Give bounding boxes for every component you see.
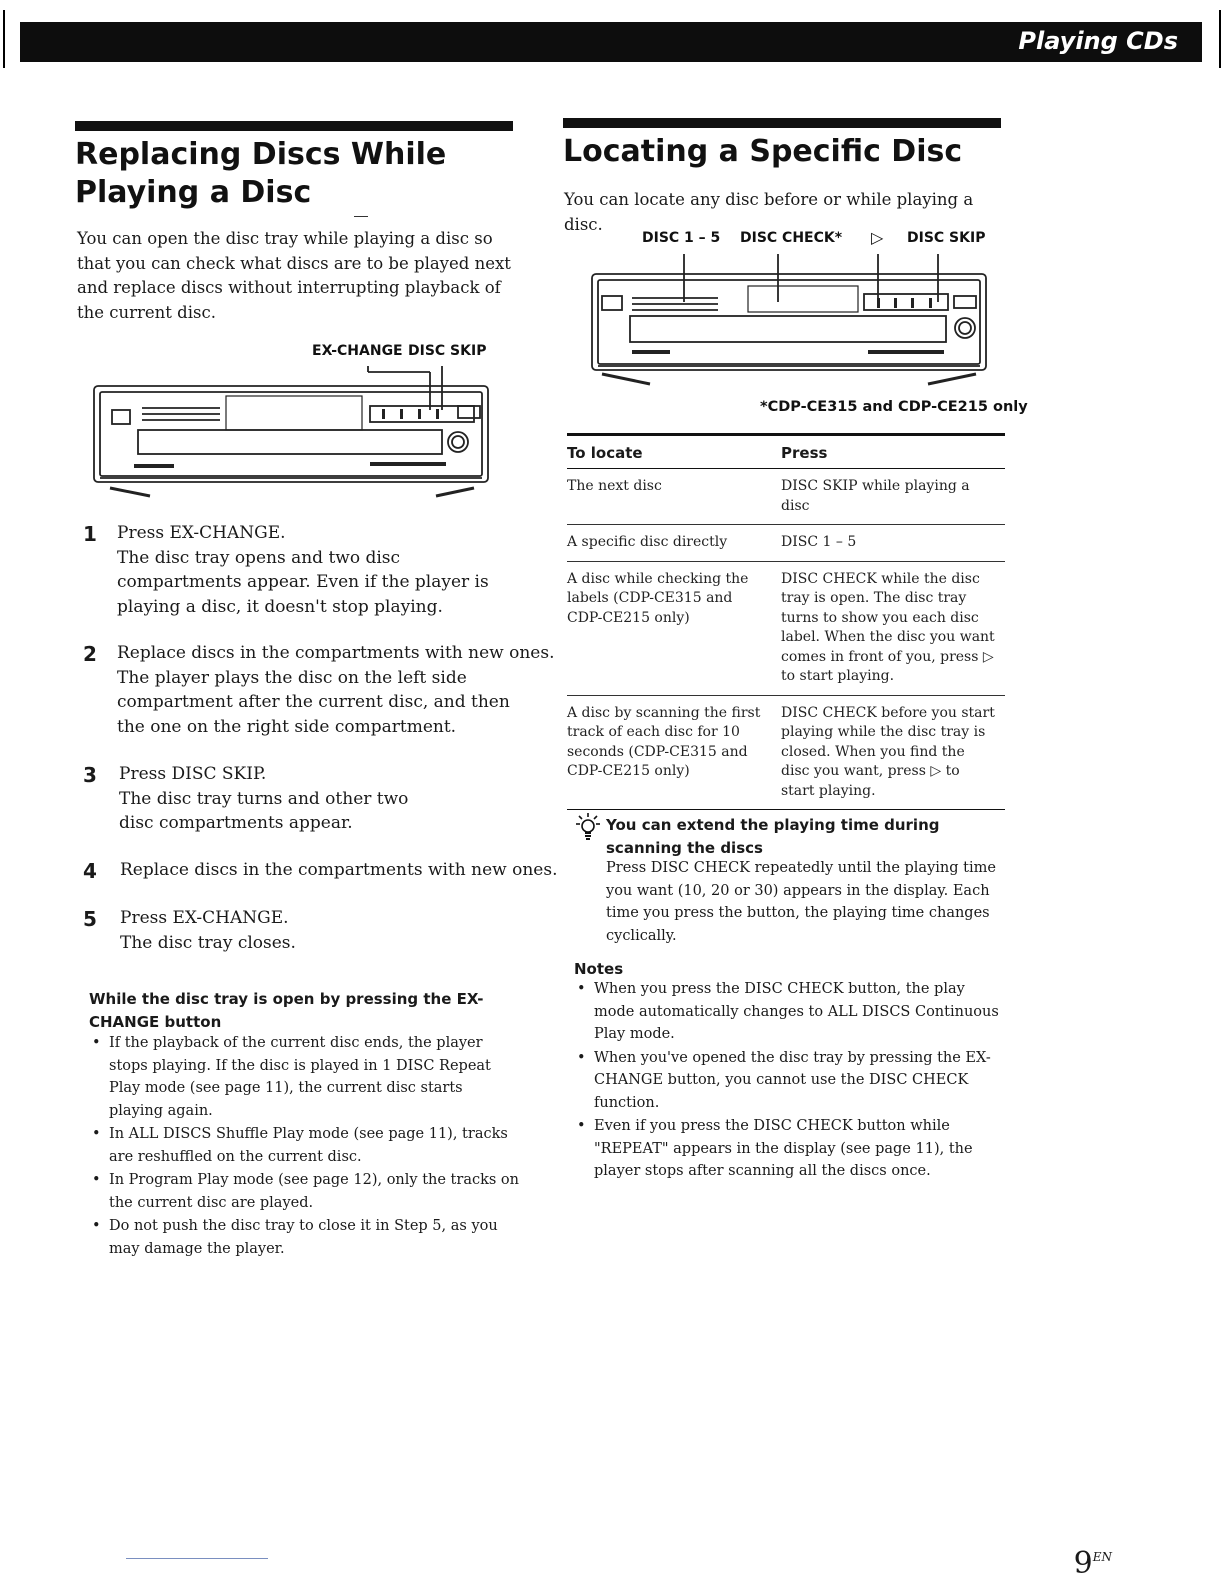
figure-label-disc-skip: DISC SKIP (907, 230, 986, 246)
list-item: • When you've opened the disc tray by pressing the EX-CHANGE button, you cannot use the DISC CHECK function. (574, 1047, 1004, 1115)
list-item: • Do not push the disc tray to close it in Step 5, as you may damage the player. (89, 1215, 521, 1260)
tip-text: Press DISC CHECK repeatedly until the playing time you want (10, 20 or 30) appears in the display. Each time you press the button, the playing time changes cyclically. (606, 860, 996, 944)
step-number: 3 (83, 763, 97, 787)
table-row (567, 561, 1005, 695)
step-number: 2 (83, 642, 97, 666)
section-title: Playing CDs (1018, 27, 1178, 55)
left-intro: You can open the disc tray while playing a disc so that you can check what discs are to be played next and replace discs without interrupting playback of the current disc. (77, 229, 511, 322)
figure-label-exchange: EX-CHANGE (312, 343, 403, 359)
table-cell: A disc while checking the labels (CDP-CE315 and CDP-CE215 only) (567, 561, 781, 695)
table-header-to-locate: To locate (567, 435, 781, 469)
step-action: Press EX-CHANGE. (117, 523, 286, 543)
bottom-rule (126, 1558, 268, 1559)
lightbulb-icon (575, 812, 601, 846)
figure-label-disc-1-5: DISC 1 – 5 (642, 230, 721, 246)
right-note-list (574, 978, 1004, 1184)
step (83, 641, 555, 739)
right-intro: You can locate any disc before or while playing a disc. (564, 190, 974, 234)
play-icon: ▷ (871, 228, 884, 247)
list-item: • If the playback of the current disc ends, the player stops playing. If the disc is played in 1 DISC Repeat Play mode (see page 11), the current disc starts playing again. (89, 1032, 521, 1122)
step-action: Press EX-CHANGE. (120, 908, 289, 928)
page-number-value: 9 (1073, 1546, 1093, 1581)
step (83, 521, 523, 619)
list-item: • Even if you press the DISC CHECK button while "REPEAT" appears in the display (see page 11), the player stops after scanning all the discs once. (574, 1115, 1004, 1183)
step-detail: The player plays the disc on the left side compartment after the current disc, and then the one on the right side compartment. (117, 667, 510, 737)
figure-label-disc-skip: DISC SKIP (408, 343, 487, 359)
left-note-list (89, 1032, 521, 1261)
table-header-press: Press (781, 435, 1005, 469)
step-number: 5 (83, 907, 97, 931)
table-cell: DISC CHECK before you start playing while the disc tray is closed. When you find the disc you want, press ▷ to start playing. (781, 695, 1005, 810)
figure-label-disc-check: DISC CHECK* (740, 230, 843, 246)
title-dash (354, 216, 368, 217)
left-title: Replacing Discs While Playing a Disc (75, 137, 447, 210)
right-title: Locating a Specific Disc (563, 134, 963, 169)
list-item: • When you press the DISC CHECK button, the play mode automatically changes to ALL DISCS Continuous Play mode. (574, 978, 1004, 1046)
step-detail: The disc tray closes. (120, 932, 296, 953)
left-edge-rule (3, 10, 5, 68)
step-number: 1 (83, 522, 97, 546)
left-note-heading: While the disc tray is open by pressing the EX-CHANGE button (89, 990, 484, 1031)
cd-player-illustration (90, 362, 500, 502)
list-item: • In Program Play mode (see page 12), only the tracks on the current disc are played. (89, 1169, 521, 1214)
page-number-suffix: EN (1092, 1550, 1112, 1564)
figure-footnote: *CDP-CE315 and CDP-CE215 only (760, 399, 1028, 415)
step-action: Press DISC SKIP. (119, 764, 267, 784)
table-cell: The next disc (567, 469, 781, 525)
locate-table (567, 433, 1005, 810)
right-title-rule (563, 118, 1001, 128)
step-number: 4 (83, 859, 97, 883)
tip-heading: You can extend the playing time during scanning the discs (606, 816, 940, 857)
table-cell: DISC CHECK while the disc tray is open. The disc tray turns to show you each disc label. When the disc you want comes in front of you, press ▷ to start playing. (781, 561, 1005, 695)
left-title-rule (75, 121, 513, 131)
notes-heading: Notes (574, 960, 624, 978)
table-cell: DISC 1 – 5 (781, 525, 1005, 562)
step-detail: The disc tray turns and other two disc compartments appear. (119, 788, 409, 833)
step-detail: The disc tray opens and two disc compartments appear. Even if the player is playing a disc, it doesn't stop playing. (117, 547, 489, 617)
right-edge-rule (1219, 10, 1221, 68)
list-item: • In ALL DISCS Shuffle Play mode (see page 11), tracks are reshuffled on the current disc. (89, 1123, 521, 1168)
table-row (567, 469, 1005, 525)
step (83, 858, 558, 883)
table-cell: A specific disc directly (567, 525, 781, 562)
page-number (1074, 1546, 1112, 1581)
step (83, 906, 523, 955)
step-action: Replace discs in the compartments with new ones. (120, 860, 558, 880)
table-cell: A disc by scanning the first track of each disc for 10 seconds (CDP-CE315 and CDP-CE215 only) (567, 695, 781, 810)
step (83, 762, 523, 836)
table-header-row (567, 435, 1005, 469)
table-row (567, 695, 1005, 810)
table-row (567, 525, 1005, 562)
step-action: Replace discs in the compartments with new ones. (117, 643, 555, 663)
header-bar (20, 22, 1202, 62)
table-cell: DISC SKIP while playing a disc (781, 469, 1005, 525)
cd-player-illustration (588, 252, 998, 392)
